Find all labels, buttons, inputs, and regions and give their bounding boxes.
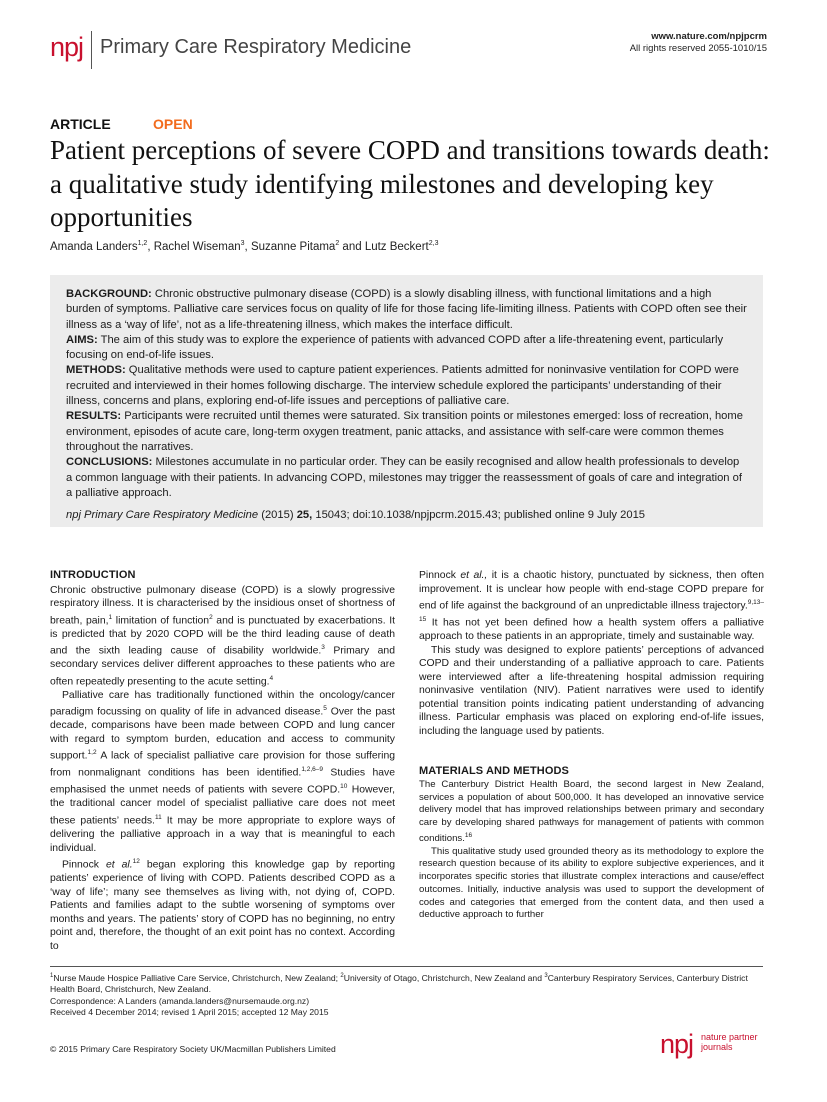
open-access-label: OPEN [153,116,193,132]
author-affiliation: 3 [240,240,245,247]
author-name[interactable]: Rachel Wiseman [153,240,241,253]
reference-marker[interactable]: 10 [340,783,348,791]
author-affiliation: 2,3 [428,240,439,247]
abstract-text: Participants were recruited until themes were saturated. Six transition points or milestones emerged: loss of recreation, home environment, episodes of acute care, long-term oxygen treatment, panic attacks, and assistance with self-care were common themes throughout the narratives. [66,410,743,453]
abstract-text: Qualitative methods were used to capture patient experiences. Patients admitted for noninvasive ventilation for COPD were recruited and interviewed in their homes following discharge. The interview schedule explored the participants’ understanding of their illness, concerns and plans, exploring end-of-life issues and perceptions of palliative care. [66,364,739,408]
citation-doi[interactable]: 15043; doi:10.1038/npjpcrm.2015.43; published online 9 July 2015 [312,509,646,522]
reference-marker[interactable]: 3 [321,644,325,652]
et-al: et al., [460,570,488,581]
author-affiliation: 2 [335,240,340,247]
abstract-label: AIMS: [66,333,98,346]
footnotes [50,971,763,1018]
affiliation-marker: 2 [340,973,344,979]
citation-volume: 25, [296,509,313,522]
paragraph-text: The Canterbury District Health Board, the second largest in New Zealand, services a population of about 500,000. It has developed an innovative service delivery model that has improved relationships between primary and secondary care by developing shared pathways for management of patients with common conditions. [419,779,764,845]
header-right [630,31,767,55]
paragraph: This qualitative study used grounded theory as its methodology to explore the research question because of its ability to explore subjective experiences, and it incorporates specific stories that illustrate complex interactions and cause/effect outcomes. Initially, inductive analysis was used to support the development of codes and categories that emerged from the content data, and then used a deductive approach to further [419,845,764,921]
paragraph [419,779,764,846]
paragraph [50,855,395,953]
paragraph-text: It has not yet been defined how a health system offers a palliative approach to these patients in an appropriate, timely and sustainable way. [419,617,764,643]
abstract-conclusions [66,455,748,501]
reference-marker[interactable]: 12 [132,858,140,866]
author-name[interactable]: Amanda Landers [50,240,138,253]
paragraph [50,689,395,855]
section-heading-methods: MATERIALS AND METHODS [419,764,569,777]
author-separator: , [147,240,154,253]
paragraph-text: Primary and secondary services deliver different approaches to these patients who are often repeatedly presenting to the acute setting. [50,645,395,688]
paragraph-text: Pinnock [419,570,461,581]
abstract-results [66,409,748,455]
author-separator: , [244,240,251,253]
footnote-rule [50,966,763,967]
abstract-label: METHODS: [66,364,126,377]
footer-npj-logo: npj [660,1029,694,1059]
reference-marker[interactable]: 5 [323,705,327,713]
header-divider [91,31,92,69]
reference-marker[interactable]: 4 [269,674,274,682]
paragraph-text: Chronic obstructive pulmonary disease (COPD) is a slowly progressive respiratory illness. It is characterised by the insidious onset of shortness of breath, pain, [50,584,395,627]
abstract-background [66,287,748,333]
reference-marker[interactable]: 11 [154,814,162,822]
abstract-label: CONCLUSIONS: [66,456,153,469]
citation-year: (2015) [258,509,297,522]
reference-marker[interactable]: 1 [108,613,113,621]
nature-partner-journals-logo [701,1033,758,1052]
abstract-aims [66,333,748,364]
abstract-label: BACKGROUND: [66,288,152,300]
author-conjunction: and [339,240,365,253]
author-affiliation: 1,2 [137,240,148,247]
citation-journal: npj Primary Care Respiratory Medicine [66,509,259,522]
citation-line [66,508,748,523]
copyright: © 2015 Primary Care Respiratory Society UK/Macmillan Publishers Limited [50,1044,336,1054]
article-type-label: ARTICLE [50,116,111,132]
abstract-text: Chronic obstructive pulmonary disease (COPD) is a slowly disabling illness, with functional limitations and a high burden of symptoms. Palliative care services focus on quality of life for those facing life-limiting illness. Patients with COPD often see their illness as a ‘way of life’, not as a life-threatening illness, which makes the interface difficult. [66,288,747,331]
affiliation-marker: 1 [50,973,54,979]
paragraph-text: Studies have emphasised the unmet needs of patients with severe COPD. [50,767,395,796]
correspondence[interactable]: Correspondence: A Landers (amanda.landers@nursemaude.org.nz) [50,995,310,1006]
paragraph-text: limitation of function [112,615,210,627]
paragraph-text: it is a chaotic history, punctuated by sickness, then often improvement. It is unclear how people with end-stage COPD prepare for end of life against the background of an unpredictable illness trajectory. [419,570,764,612]
paragraph: This study was designed to explore patients’ perceptions of advanced COPD and their understanding of a palliative approach to care. Patients were interviewed after a life-threatening hospital admission requiring noninvasive ventilation (NIV). Patient narratives were used to identify potential transition points indicating patient understanding of advancing illness. Particular emphasis was placed on exploring end-of-life issues, including the language used by patients. [419,644,764,737]
section-heading-introduction: INTRODUCTION [50,569,136,581]
abstract-box [50,275,763,527]
abstract-methods [66,363,748,409]
paragraph-text: and is punctuated by exacerbations. It is predicted that by 2020 COPD will be the third leading cause of death and the sixth leading cause of disability worldwide. [50,615,395,657]
affiliation-text: Nurse Maude Hospice Palliative Care Service, Christchurch, New Zealand; [53,972,341,983]
journal-url[interactable]: www.nature.com/npjpcrm [651,31,767,42]
affiliation-marker: 3 [544,973,548,979]
paragraph-text: Over the past decade, comparisons have been made between COPD and lung cancer with regard to symptom burden, education and access to community support. [50,706,396,762]
affiliation-text: University of Otago, Christchurch, New Zealand and [343,972,545,983]
body-column-right [419,569,764,922]
received-dates: Received 4 December 2014; revised 1 April 2015; accepted 12 May 2015 [50,1007,329,1018]
logo-subtitle: nature partner [701,1032,758,1042]
reference-marker[interactable]: 9,13–15 [419,599,764,624]
body-column-left [50,569,395,953]
abstract-text: Milestones accumulate in no particular order. They can be easily recognised and allow health professionals to develop a common language with their patients. In advancing COPD, milestones may trigger the reassessment of goals of care and integration of a palliative approach. [66,456,742,499]
author-list [50,240,438,253]
rights-statement: All rights reserved 2055-1010/15 [629,43,767,54]
logo-subtitle: journals [701,1041,733,1052]
reference-marker[interactable]: 2 [209,613,213,621]
author-name[interactable]: Suzanne Pitama [250,240,336,253]
paragraph-text: However, the traditional cancer model of specialist palliative care does not meet these patients’ needs. [50,784,396,827]
abstract-text: The aim of this study was to explore the experience of patients with advanced COPD after a life-threatening event, particularly focusing on end-of-life issues. [66,333,724,362]
paragraph-text: began exploring this knowledge gap by reporting patients’ experience of living with COPD. Patients described COPD as a ‘way of life’; many see themselves as living with, not dying of, COPD. Patients and families adapt to the subtle worsening of symptoms over months and years. The patients’ story of COPD has no beginning, no entry point and, therefore, the thought of an exit point has no context. According to [50,859,395,952]
paragraph [419,569,764,644]
reference-marker[interactable]: 1,2,6–9 [301,766,323,774]
journal-name: Primary Care Respiratory Medicine [100,36,412,58]
reference-marker[interactable]: 1,2 [87,749,97,757]
affiliations [50,971,763,996]
reference-marker[interactable]: 16 [464,831,473,839]
article-title: Patient perceptions of severe COPD and transitions towards death: a qualitative study identifying milestones and developing key opportunities [50,135,770,232]
author-name[interactable]: Lutz Beckert [364,240,429,253]
paragraph-text: A lack of specialist palliative care provision for those suffering from nonmalignant conditions has been identified. [50,750,395,779]
paragraph [50,584,395,689]
paragraph-text: It may be more appropriate to explore ways of delivering the palliative approach in a way that is meaningful to each individual. [50,815,395,854]
npj-logo: npj [50,32,84,62]
affiliation-text: Canterbury Respiratory Services, Canterbury District Health Board, Christchurch, New Zealand. [50,972,748,995]
paragraph-text: Pinnock [62,859,106,871]
abstract-label: RESULTS: [66,410,122,423]
paragraph-text: Palliative care has traditionally functioned within the oncology/cancer paradigm focussing on quality of life in advanced disease. [50,689,395,718]
et-al: et al. [105,859,133,871]
